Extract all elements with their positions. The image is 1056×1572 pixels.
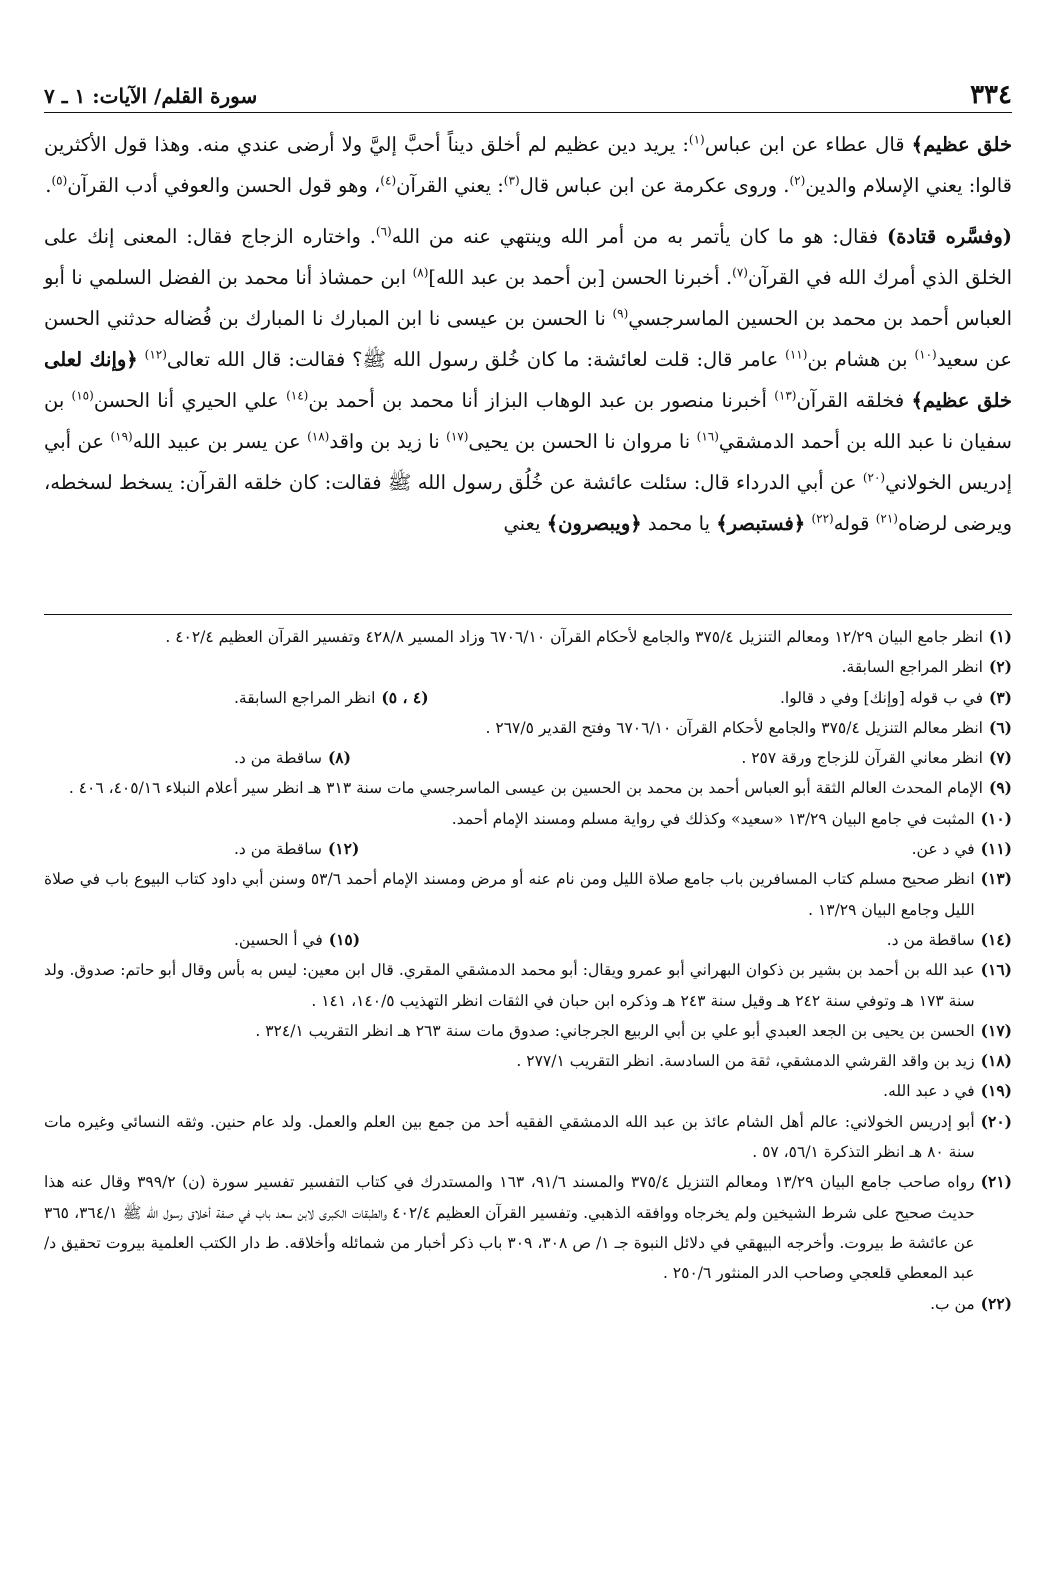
text-run: فقال: هو ما كان يأتمر به من أمر الله وينتهي عنه من الله: [391, 225, 887, 248]
quran-verse: ﴿فستبصر﴾: [716, 512, 806, 535]
footnote-ref: (٨): [412, 265, 429, 280]
footnote-ref: (٥): [51, 173, 68, 188]
footnote-pair: [44, 743, 1012, 773]
footnote-text: المثبت في جامع البيان ١٣/٢٩ «سعيد» وكذلك في رواية مسلم ومسند الإمام أحمد.: [451, 809, 975, 828]
footnote: [44, 773, 1012, 803]
footnote: [234, 683, 429, 713]
text-run: [138, 348, 145, 371]
footnote-text: انظر جامع البيان ١٢/٢٩ ومعالم التنزيل ٣٧٥/٤ والجامع لأحكام القرآن ٦٧٠٦/١٠ وزاد المسير ٤٢٨/٨ وتفسير القرآن العظيم ٤٠٢/٤ .: [165, 628, 983, 646]
footnote-pair: [44, 683, 1012, 713]
footnote-ref: (٢٢): [811, 511, 834, 526]
text-run: عن يسر بن عبيد الله: [132, 430, 308, 453]
footnote-number: (٨): [327, 748, 351, 768]
text-run: ابن حمشاذ أنا محمد بن الفضل السلمي نا أبو العباس أحمد بن محمد بن الحسين الماسرجسي: [44, 266, 1012, 330]
footnote: [44, 652, 1012, 682]
running-title: سورة القلم/ الآيات: ١ ـ ٧: [44, 84, 258, 108]
footnote: [234, 925, 360, 955]
footnote-number: (٢٠): [980, 1111, 1012, 1131]
footnote-text: الإمام المحدث العالم الثقة أبو العباس أحمد بن محمد بن الحسين بن عيسى الماسرجسي مات سنة ٣١٣ هـ انظر سير أعلام النبلاء ٤٠٥/١٦، ٤٠٦ .: [68, 779, 983, 798]
footnote-ref: (٢٠): [862, 470, 886, 485]
text-run: نا زيد بن واقد: [329, 430, 447, 453]
text-run: عن أبي الدرداء قال: سئلت عائشة عن خُلُق رسول الله ﷺ فقالت: كان خلقه القرآن: يسخط لسخطه، ويرضى لرضاه: [44, 471, 1012, 535]
footnote-ref: (٢١): [875, 511, 898, 526]
footnote: [44, 1107, 1012, 1168]
text-run: : يعني القرآن: [396, 174, 504, 197]
text-run: بن هشام بن: [807, 348, 915, 371]
footnote-text: الحسن بن يحيى بن الجعد العبدي أبو علي بن أبي الربيع الجرجاني: صدوق مات سنة ٢٦٣ هـ انظر التقريب ٣٢٤/١ .: [255, 1021, 975, 1040]
footnote-ref: (٦): [375, 224, 392, 239]
footnote-text: في ب قوله [وإنك] وفي د قالوا.: [779, 688, 983, 707]
footnote-number: (٧): [988, 748, 1012, 768]
text-run: نا مروان نا الحسن بن يحيى: [468, 430, 697, 453]
quran-verse: ﴿ويبصرون﴾: [546, 512, 642, 535]
footnote-ref: (١٩): [110, 429, 133, 444]
text-run: عامر قال: قلت لعائشة: ما كان خُلق رسول الله ﷺ؟ فقالت: قال الله تعالى: [166, 348, 786, 371]
footnote-text: انظر معالم التنزيل ٣٧٥/٤ والجامع لأحكام القرآن ٦٧٠٦/١٠ وفتح القدير ٢٦٧/٥ .: [485, 718, 983, 737]
footnote-pair: [44, 925, 1012, 955]
footnote-number: (١٧): [980, 1020, 1012, 1040]
footnote-number: (٢): [988, 657, 1012, 677]
text-run: : يريد دين عظيم لم أخلق ديناً أحبَّ إليَّ ولا أرضى عندي منه. وهذا قول الأكثرين قالوا: يعني الإسلام والدين: [44, 133, 1012, 197]
footnote-text: من ب.: [930, 1294, 975, 1313]
footnote-ref: (١٠): [914, 347, 937, 362]
text-run: نا الحسن بن عيسى نا ابن المبارك نا المبارك بن فُضاله حدثني الحسن عن سعيد: [44, 307, 1012, 371]
footnote-number: (١٠): [980, 808, 1012, 828]
footnote-number: (١٣): [980, 869, 1012, 889]
footnote-ref: (١٨): [307, 429, 330, 444]
footnote-number: (١٦): [980, 960, 1012, 980]
footnote-number: (٢٢): [980, 1293, 1012, 1313]
footnote-text: في د عن.: [911, 840, 975, 859]
footnote-number: (٩): [988, 778, 1012, 798]
text-run: ، وهو قول الحسن والعوفي أدب القرآن: [67, 174, 381, 197]
footnote: [44, 1076, 1012, 1106]
footnote: [44, 804, 1012, 834]
footnote-number: (٦): [988, 717, 1012, 737]
page-number: ٣٣٤: [970, 80, 1012, 110]
text-run: عن أبي إدريس الخولاني: [44, 430, 1013, 494]
footnote-number: (٣): [988, 687, 1012, 707]
text-run: .: [45, 174, 52, 197]
text-run: علي الحيري أنا الحسن: [93, 389, 287, 412]
footnote-ref: (٣): [503, 173, 520, 188]
paragraph-1: [44, 124, 1012, 206]
footnote-number: (١٢): [327, 839, 360, 859]
footnote: [44, 1289, 1012, 1319]
footnote: [741, 743, 1012, 773]
text-run: يعني: [503, 512, 547, 535]
text-run: يا محمد: [641, 512, 717, 535]
footnote: [234, 743, 351, 773]
text-run: فخلقه القرآن: [796, 389, 912, 412]
footnote-ref: (١٥): [71, 388, 94, 403]
footnote-ref: (١٣): [774, 388, 797, 403]
text-run: . واختاره الزجاج فقال: المعنى إنك على الخلق الذي أمرك الله في القرآن: [44, 225, 1012, 289]
quran-verse: ﴿وإنك لعلى خلق عظيم﴾: [44, 348, 1012, 412]
footnote-ref: (٤): [380, 173, 397, 188]
footnote-text: زيد بن واقد القرشي الدمشقي، ثقة من السادسة. انظر التقريب ٢٧٧/١ .: [516, 1052, 975, 1071]
footnote-number: (١٨): [980, 1051, 1012, 1071]
footnote-text: انظر معاني القرآن للزجاج ورقة ٢٥٧ .: [741, 749, 983, 768]
footnote: [44, 1016, 1012, 1046]
text-run: أخبرنا منصور بن عبد الوهاب البزاز أنا محمد بن أحمد بن: [308, 389, 775, 412]
footnote-number: (٤ ، ٥): [381, 687, 429, 707]
text-run: قال عطاء عن ابن عباس: [704, 133, 912, 156]
page-header: [44, 76, 1012, 113]
footnote-ref: (٧): [732, 265, 748, 280]
footnote-text: ساقطة من د.: [234, 749, 322, 768]
footnote-ref: (١١): [785, 347, 808, 362]
footnote-ref: (١٧): [446, 429, 469, 444]
footnote: [44, 622, 1012, 652]
footnote-ref: (١٢): [144, 347, 167, 362]
footnote-number: (١٩): [980, 1081, 1012, 1101]
footnote-text: في د عبد الله.: [883, 1082, 975, 1101]
footnote-text: ساقطة من د.: [886, 930, 975, 949]
footnote-divider: [44, 614, 1012, 615]
text-run: بن سفيان نا عبد الله بن أحمد الدمشقي: [44, 389, 1013, 453]
footnote: [44, 1167, 1012, 1288]
text-run: قوله: [833, 512, 876, 535]
footnote-number: (١٤): [980, 929, 1012, 949]
footnote-pair: [44, 834, 1012, 864]
footnote-number: (١): [988, 627, 1012, 646]
footnote: [234, 834, 359, 864]
section-lead: (وفسَّره قتادة): [886, 225, 1012, 248]
footnote: [44, 713, 1012, 743]
footnote: [44, 1046, 1012, 1076]
text-run: . أخبرنا الحسن [بن أحمد بن عبد الله]: [428, 266, 733, 289]
footnotes: [44, 622, 1012, 1319]
footnote: [912, 834, 1012, 864]
footnote-text: في أ الحسين.: [234, 930, 323, 949]
footnote-number: (٢١): [980, 1172, 1012, 1192]
quran-phrase: خلق عظيم﴾: [911, 133, 1012, 156]
footnote-text: انظر صحيح مسلم كتاب المسافرين باب جامع صلاة الليل ومن نام عنه أو مرض ومسند الإمام أحمد ٥٣/٦ وسنن أبي داود كتاب البيوع باب في صلاة الليل وجامع البيان ١٣/٢٩ .: [44, 870, 975, 919]
footnote-text: انظر المراجع السابقة.: [841, 658, 983, 677]
footnote: [44, 864, 1012, 925]
paragraph-2: [44, 216, 1012, 544]
footnote: [780, 683, 1012, 713]
footnote-text: ساقطة من د.: [234, 840, 322, 859]
footnote-ref: (١٤): [286, 388, 309, 403]
footnote: [887, 925, 1012, 955]
text-run: . وروى عكرمة عن ابن عباس قال: [519, 174, 790, 197]
footnote-ref: (٩): [612, 306, 629, 321]
footnote-text: عبد الله بن أحمد بن بشير بن ذكوان البهراني أبو عمرو ويقال: أبو محمد الدمشقي المقري. قال ابن معين: ليس به بأس وقال أبو حاتم: صدوق. ولد سنة ١٧٣ هـ وتوفي سنة ٢٤٢ هـ وقيل سنة ٢٤٣ هـ وذكره ابن حبان في الثقات انظر التهذيب ١٤٠/٥، ١٤١ .: [44, 961, 975, 1010]
footnote-text: أبو إدريس الخولاني: عالم أهل الشام عائذ بن عبد الله الدمشقي الفقيه أحد من جمع بين العلم والعمل. ولد عام حنين. وثقه النسائي وغيره مات سنة ٨٠ هـ انظر التذكرة ٥٦/١، ٥٧ .: [44, 1112, 975, 1162]
footnote-text: رواه صاحب جامع البيان ١٣/٢٩ ومعالم التنزيل ٣٧٥/٤ والمسند ٩١/٦، ١٦٣ والمستدرك في كتاب التفسير تفسير سورة (ن) ٣٩٩/٢ وقال عنه هذا حديث صحيح على شرط الشيخين ولم يخرجاه ووافقه الذهبي. وتفسير القرآن العظيم ٤٠٢/٤ والطبقات الكبرى لابن سعد باب في صفة أخلاق رسول الله ﷺ ٣٦٤/١، ٣٦٥ عن عائشة ط بيروت. وأخرجه البيهقي في دلائل النبوة جـ ١/ ص ٣٠٨، ٣٠٩ باب ذكر أخبار من شمائله وأخلاقه. ط دار الكتب العلمية بيروت تحقيق د/عبد المعطي قلعجي وصاحب الدر المنثور ٢٥٠/٦ .: [44, 1173, 975, 1283]
footnote-text: انظر المراجع السابقة.: [234, 688, 376, 707]
footnote-ref: (١): [688, 132, 705, 147]
footnote-number: (١٥): [328, 929, 361, 949]
footnote-ref: (١٦): [696, 429, 719, 444]
footnote-number: (١١): [980, 839, 1012, 859]
footnote-ref: (٢): [789, 173, 806, 188]
main-text: [44, 124, 1012, 554]
footnote: [44, 955, 1012, 1016]
